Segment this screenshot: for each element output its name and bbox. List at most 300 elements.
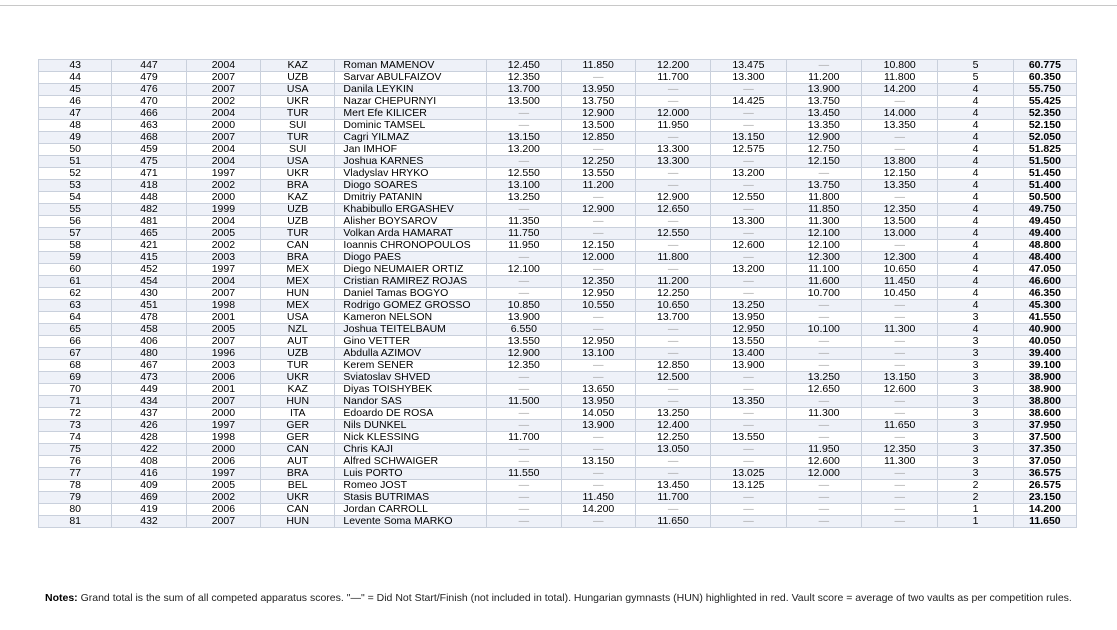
app5-cell: 13.450 <box>786 108 861 120</box>
bib-cell: 426 <box>112 420 186 432</box>
birth-year-cell: 2004 <box>186 276 260 288</box>
app1-cell: — <box>487 492 561 504</box>
app3-cell: — <box>635 264 710 276</box>
app4-cell: — <box>711 276 786 288</box>
app4-cell: — <box>711 456 786 468</box>
app1-cell: 6.550 <box>487 324 561 336</box>
birth-year-cell: 1996 <box>186 348 260 360</box>
nation-cell: AUT <box>261 336 335 348</box>
table-row <box>39 72 1077 84</box>
app1-cell: — <box>487 444 561 456</box>
app6-cell: 12.350 <box>862 444 938 456</box>
app5-cell: — <box>786 300 861 312</box>
birth-year-cell: 2002 <box>186 492 260 504</box>
total-cell: 60.350 <box>1013 72 1076 84</box>
nation-cell: USA <box>261 156 335 168</box>
bib-cell: 449 <box>112 384 186 396</box>
app3-cell: 11.700 <box>635 492 710 504</box>
total-cell: 51.500 <box>1013 156 1076 168</box>
nation-cell: USA <box>261 84 335 96</box>
bib-cell: 418 <box>112 180 186 192</box>
rank-cell: 54 <box>39 192 112 204</box>
bib-cell: 430 <box>112 288 186 300</box>
app2-cell: — <box>561 372 635 384</box>
notes <box>45 592 1075 605</box>
app6-cell: 11.300 <box>862 456 938 468</box>
nation-cell: SUI <box>261 144 335 156</box>
app3-cell: 13.300 <box>635 156 710 168</box>
app4-cell: — <box>711 408 786 420</box>
bib-cell: 469 <box>112 492 186 504</box>
app5-cell: 13.350 <box>786 120 861 132</box>
app6-cell: 11.450 <box>862 276 938 288</box>
app3-cell: — <box>635 384 710 396</box>
bib-cell: 416 <box>112 468 186 480</box>
app2-cell: — <box>561 144 635 156</box>
app4-cell: — <box>711 420 786 432</box>
nation-cell: UKR <box>261 96 335 108</box>
app6-cell: — <box>862 468 938 480</box>
app2-cell: 12.900 <box>561 204 635 216</box>
app2-cell: — <box>561 72 635 84</box>
rank-cell: 60 <box>39 264 112 276</box>
table-row <box>39 120 1077 132</box>
apparatus-count-cell: 4 <box>938 216 1013 228</box>
total-cell: 46.600 <box>1013 276 1076 288</box>
app2-cell: — <box>561 468 635 480</box>
athlete-name-cell: Rodrigo GOMEZ GROSSO <box>335 300 487 312</box>
apparatus-count-cell: 2 <box>938 480 1013 492</box>
app2-cell: — <box>561 312 635 324</box>
app5-cell: 12.150 <box>786 156 861 168</box>
table-row <box>39 432 1077 444</box>
table-row <box>39 456 1077 468</box>
app6-cell: 11.800 <box>862 72 938 84</box>
nation-cell: CAN <box>261 444 335 456</box>
app3-cell: — <box>635 216 710 228</box>
rank-cell: 67 <box>39 348 112 360</box>
app4-cell: 13.025 <box>711 468 786 480</box>
table-row <box>39 504 1077 516</box>
app1-cell: 11.950 <box>487 240 561 252</box>
rank-cell: 81 <box>39 516 112 528</box>
birth-year-cell: 2002 <box>186 240 260 252</box>
nation-cell: NZL <box>261 324 335 336</box>
bib-cell: 448 <box>112 192 186 204</box>
app5-cell: 12.900 <box>786 132 861 144</box>
rank-cell: 55 <box>39 204 112 216</box>
birth-year-cell: 2000 <box>186 408 260 420</box>
app3-cell: — <box>635 180 710 192</box>
app5-cell: 11.200 <box>786 72 861 84</box>
birth-year-cell: 1999 <box>186 204 260 216</box>
app6-cell: — <box>862 360 938 372</box>
app5-cell: — <box>786 516 861 528</box>
app6-cell: — <box>862 348 938 360</box>
birth-year-cell: 1998 <box>186 300 260 312</box>
bib-cell: 454 <box>112 276 186 288</box>
rank-cell: 70 <box>39 384 112 396</box>
app1-cell: — <box>487 504 561 516</box>
total-cell: 36.575 <box>1013 468 1076 480</box>
app2-cell: 12.350 <box>561 276 635 288</box>
athlete-name-cell: Luis PORTO <box>335 468 487 480</box>
bib-cell: 452 <box>112 264 186 276</box>
app1-cell: 13.700 <box>487 84 561 96</box>
app4-cell: — <box>711 372 786 384</box>
table-row <box>39 132 1077 144</box>
athlete-name-cell: Vladyslav HRYKO <box>335 168 487 180</box>
app6-cell: — <box>862 504 938 516</box>
table-row <box>39 480 1077 492</box>
bib-cell: 480 <box>112 348 186 360</box>
app2-cell: — <box>561 192 635 204</box>
birth-year-cell: 2005 <box>186 480 260 492</box>
app5-cell: 12.100 <box>786 240 861 252</box>
rank-cell: 52 <box>39 168 112 180</box>
app3-cell: — <box>635 324 710 336</box>
bib-cell: 409 <box>112 480 186 492</box>
athlete-name-cell: Joshua TEITELBAUM <box>335 324 487 336</box>
app2-cell: — <box>561 216 635 228</box>
app1-cell: — <box>487 120 561 132</box>
app2-cell: — <box>561 444 635 456</box>
app2-cell: 10.550 <box>561 300 635 312</box>
app3-cell: 11.650 <box>635 516 710 528</box>
rank-cell: 49 <box>39 132 112 144</box>
results-table <box>38 59 1077 528</box>
bib-cell: 419 <box>112 504 186 516</box>
rank-cell: 66 <box>39 336 112 348</box>
apparatus-count-cell: 4 <box>938 240 1013 252</box>
app2-cell: 13.900 <box>561 420 635 432</box>
app2-cell: — <box>561 228 635 240</box>
athlete-name-cell: Kerem SENER <box>335 360 487 372</box>
app6-cell: 10.650 <box>862 264 938 276</box>
app4-cell: 13.950 <box>711 312 786 324</box>
app2-cell: 12.950 <box>561 336 635 348</box>
app5-cell: — <box>786 312 861 324</box>
nation-cell: UZB <box>261 216 335 228</box>
table-row <box>39 312 1077 324</box>
table-row <box>39 420 1077 432</box>
app2-cell: 12.150 <box>561 240 635 252</box>
table-row <box>39 468 1077 480</box>
app6-cell: 11.300 <box>862 324 938 336</box>
birth-year-cell: 2004 <box>186 108 260 120</box>
athlete-name-cell: Joshua KARNES <box>335 156 487 168</box>
app4-cell: — <box>711 84 786 96</box>
nation-cell: CAN <box>261 240 335 252</box>
top-divider <box>0 5 1117 6</box>
table-row <box>39 108 1077 120</box>
total-cell: 37.350 <box>1013 444 1076 456</box>
total-cell: 47.050 <box>1013 264 1076 276</box>
apparatus-count-cell: 3 <box>938 408 1013 420</box>
apparatus-count-cell: 4 <box>938 324 1013 336</box>
app4-cell: — <box>711 288 786 300</box>
notes-text: Grand total is the sum of all competed apparatus scores. "—" = Did Not Start/Finish (not included in total). Hungarian gymnasts (HUN) highlighted in red. Vault score = average of two vaults as per competition rules. <box>77 592 1072 604</box>
bib-cell: 415 <box>112 252 186 264</box>
app2-cell: 13.150 <box>561 456 635 468</box>
total-cell: 38.900 <box>1013 384 1076 396</box>
bib-cell: 463 <box>112 120 186 132</box>
table-row <box>39 96 1077 108</box>
table-row <box>39 216 1077 228</box>
table-row <box>39 156 1077 168</box>
bib-cell: 466 <box>112 108 186 120</box>
table-row <box>39 384 1077 396</box>
birth-year-cell: 2006 <box>186 456 260 468</box>
app6-cell: — <box>862 480 938 492</box>
app4-cell: 12.550 <box>711 192 786 204</box>
athlete-name-cell: Dmitriy PATANIN <box>335 192 487 204</box>
nation-cell: SUI <box>261 120 335 132</box>
birth-year-cell: 2007 <box>186 516 260 528</box>
total-cell: 11.650 <box>1013 516 1076 528</box>
apparatus-count-cell: 4 <box>938 264 1013 276</box>
app3-cell: — <box>635 96 710 108</box>
app3-cell: 12.850 <box>635 360 710 372</box>
app1-cell: — <box>487 252 561 264</box>
athlete-name-cell: Danila LEYKIN <box>335 84 487 96</box>
table-row <box>39 372 1077 384</box>
athlete-name-cell: Nazar CHEPURNYI <box>335 96 487 108</box>
app6-cell: 12.300 <box>862 252 938 264</box>
bib-cell: 465 <box>112 228 186 240</box>
total-cell: 51.825 <box>1013 144 1076 156</box>
birth-year-cell: 2001 <box>186 312 260 324</box>
athlete-name-cell: Nandor SAS <box>335 396 487 408</box>
athlete-name-cell: Alisher BOYSAROV <box>335 216 487 228</box>
app5-cell: — <box>786 60 861 72</box>
app1-cell: — <box>487 288 561 300</box>
nation-cell: HUN <box>261 288 335 300</box>
app2-cell: 12.950 <box>561 288 635 300</box>
app5-cell: 11.850 <box>786 204 861 216</box>
total-cell: 39.400 <box>1013 348 1076 360</box>
app5-cell: — <box>786 348 861 360</box>
rank-cell: 48 <box>39 120 112 132</box>
birth-year-cell: 1997 <box>186 264 260 276</box>
app4-cell: — <box>711 504 786 516</box>
apparatus-count-cell: 3 <box>938 468 1013 480</box>
total-cell: 49.750 <box>1013 204 1076 216</box>
app6-cell: 12.150 <box>862 168 938 180</box>
app5-cell: 13.750 <box>786 96 861 108</box>
total-cell: 48.800 <box>1013 240 1076 252</box>
bib-cell: 434 <box>112 396 186 408</box>
bib-cell: 437 <box>112 408 186 420</box>
nation-cell: HUN <box>261 396 335 408</box>
athlete-name-cell: Roman MAMENOV <box>335 60 487 72</box>
apparatus-count-cell: 3 <box>938 444 1013 456</box>
app6-cell: — <box>862 132 938 144</box>
app1-cell: — <box>487 420 561 432</box>
nation-cell: MEX <box>261 264 335 276</box>
birth-year-cell: 2002 <box>186 96 260 108</box>
app6-cell: — <box>862 300 938 312</box>
table-row <box>39 348 1077 360</box>
app3-cell: 12.200 <box>635 60 710 72</box>
rank-cell: 63 <box>39 300 112 312</box>
app6-cell: — <box>862 336 938 348</box>
bib-cell: 476 <box>112 84 186 96</box>
athlete-name-cell: Daniel Tamas BOGYO <box>335 288 487 300</box>
app2-cell: 13.750 <box>561 96 635 108</box>
app1-cell: — <box>487 408 561 420</box>
app3-cell: — <box>635 132 710 144</box>
apparatus-count-cell: 4 <box>938 156 1013 168</box>
table-row <box>39 408 1077 420</box>
birth-year-cell: 1997 <box>186 168 260 180</box>
athlete-name-cell: Nick KLESSING <box>335 432 487 444</box>
total-cell: 39.100 <box>1013 360 1076 372</box>
app5-cell: — <box>786 396 861 408</box>
app2-cell: 12.850 <box>561 132 635 144</box>
bib-cell: 467 <box>112 360 186 372</box>
app1-cell: 12.100 <box>487 264 561 276</box>
apparatus-count-cell: 1 <box>938 504 1013 516</box>
rank-cell: 47 <box>39 108 112 120</box>
birth-year-cell: 2002 <box>186 180 260 192</box>
total-cell: 14.200 <box>1013 504 1076 516</box>
apparatus-count-cell: 3 <box>938 312 1013 324</box>
athlete-name-cell: Romeo JOST <box>335 480 487 492</box>
bib-cell: 422 <box>112 444 186 456</box>
notes-label: Notes: <box>45 592 78 604</box>
birth-year-cell: 1997 <box>186 468 260 480</box>
app5-cell: 12.000 <box>786 468 861 480</box>
app3-cell: 12.500 <box>635 372 710 384</box>
app2-cell: — <box>561 480 635 492</box>
birth-year-cell: 2007 <box>186 132 260 144</box>
table-row <box>39 60 1077 72</box>
app4-cell: 13.350 <box>711 396 786 408</box>
app4-cell: 13.550 <box>711 432 786 444</box>
app1-cell: 12.350 <box>487 360 561 372</box>
app2-cell: — <box>561 516 635 528</box>
app1-cell: 12.550 <box>487 168 561 180</box>
app5-cell: 12.100 <box>786 228 861 240</box>
rank-cell: 46 <box>39 96 112 108</box>
app3-cell: 13.050 <box>635 444 710 456</box>
app4-cell: — <box>711 444 786 456</box>
app3-cell: — <box>635 456 710 468</box>
nation-cell: AUT <box>261 456 335 468</box>
app4-cell: — <box>711 120 786 132</box>
apparatus-count-cell: 4 <box>938 120 1013 132</box>
apparatus-count-cell: 4 <box>938 204 1013 216</box>
app3-cell: — <box>635 396 710 408</box>
app2-cell: 13.950 <box>561 84 635 96</box>
bib-cell: 473 <box>112 372 186 384</box>
app1-cell: — <box>487 156 561 168</box>
app1-cell: 11.750 <box>487 228 561 240</box>
rank-cell: 71 <box>39 396 112 408</box>
results-body <box>39 60 1077 528</box>
apparatus-count-cell: 3 <box>938 372 1013 384</box>
app2-cell: 12.250 <box>561 156 635 168</box>
athlete-name-cell: Diyas TOISHYBEK <box>335 384 487 396</box>
total-cell: 26.575 <box>1013 480 1076 492</box>
athlete-name-cell: Cristian RAMIREZ ROJAS <box>335 276 487 288</box>
app3-cell: — <box>635 468 710 480</box>
app4-cell: 13.300 <box>711 216 786 228</box>
app6-cell: — <box>862 312 938 324</box>
nation-cell: UZB <box>261 348 335 360</box>
app4-cell: 13.300 <box>711 72 786 84</box>
athlete-name-cell: Volkan Arda HAMARAT <box>335 228 487 240</box>
app1-cell: — <box>487 384 561 396</box>
app2-cell: 11.200 <box>561 180 635 192</box>
app5-cell: 11.600 <box>786 276 861 288</box>
rank-cell: 69 <box>39 372 112 384</box>
total-cell: 38.800 <box>1013 396 1076 408</box>
app3-cell: 13.300 <box>635 144 710 156</box>
app1-cell: 13.500 <box>487 96 561 108</box>
app2-cell: 12.000 <box>561 252 635 264</box>
app1-cell: 11.700 <box>487 432 561 444</box>
apparatus-count-cell: 1 <box>938 516 1013 528</box>
app6-cell: 10.800 <box>862 60 938 72</box>
rank-cell: 77 <box>39 468 112 480</box>
apparatus-count-cell: 3 <box>938 384 1013 396</box>
athlete-name-cell: Sviatoslav SHVED <box>335 372 487 384</box>
app4-cell: — <box>711 384 786 396</box>
app3-cell: — <box>635 336 710 348</box>
apparatus-count-cell: 4 <box>938 252 1013 264</box>
rank-cell: 75 <box>39 444 112 456</box>
total-cell: 46.350 <box>1013 288 1076 300</box>
bib-cell: 479 <box>112 72 186 84</box>
total-cell: 48.400 <box>1013 252 1076 264</box>
app4-cell: 13.200 <box>711 264 786 276</box>
athlete-name-cell: Levente Soma MARKO <box>335 516 487 528</box>
app2-cell: 13.550 <box>561 168 635 180</box>
rank-cell: 56 <box>39 216 112 228</box>
table-row <box>39 168 1077 180</box>
table-row <box>39 144 1077 156</box>
apparatus-count-cell: 3 <box>938 456 1013 468</box>
total-cell: 37.050 <box>1013 456 1076 468</box>
total-cell: 55.750 <box>1013 84 1076 96</box>
athlete-name-cell: Edoardo DE ROSA <box>335 408 487 420</box>
app6-cell: 13.500 <box>862 216 938 228</box>
total-cell: 51.400 <box>1013 180 1076 192</box>
nation-cell: UKR <box>261 372 335 384</box>
bib-cell: 482 <box>112 204 186 216</box>
apparatus-count-cell: 4 <box>938 108 1013 120</box>
athlete-name-cell: Cagri YILMAZ <box>335 132 487 144</box>
birth-year-cell: 2006 <box>186 372 260 384</box>
birth-year-cell: 2007 <box>186 84 260 96</box>
app4-cell: 12.950 <box>711 324 786 336</box>
table-row <box>39 492 1077 504</box>
athlete-name-cell: Khabibullo ERGASHEV <box>335 204 487 216</box>
app5-cell: 12.300 <box>786 252 861 264</box>
app6-cell: — <box>862 408 938 420</box>
app2-cell: 11.450 <box>561 492 635 504</box>
apparatus-count-cell: 4 <box>938 300 1013 312</box>
rank-cell: 68 <box>39 360 112 372</box>
app5-cell: 11.950 <box>786 444 861 456</box>
birth-year-cell: 2004 <box>186 60 260 72</box>
app6-cell: 13.350 <box>862 180 938 192</box>
app6-cell: — <box>862 396 938 408</box>
birth-year-cell: 2000 <box>186 120 260 132</box>
athlete-name-cell: Diogo PAES <box>335 252 487 264</box>
